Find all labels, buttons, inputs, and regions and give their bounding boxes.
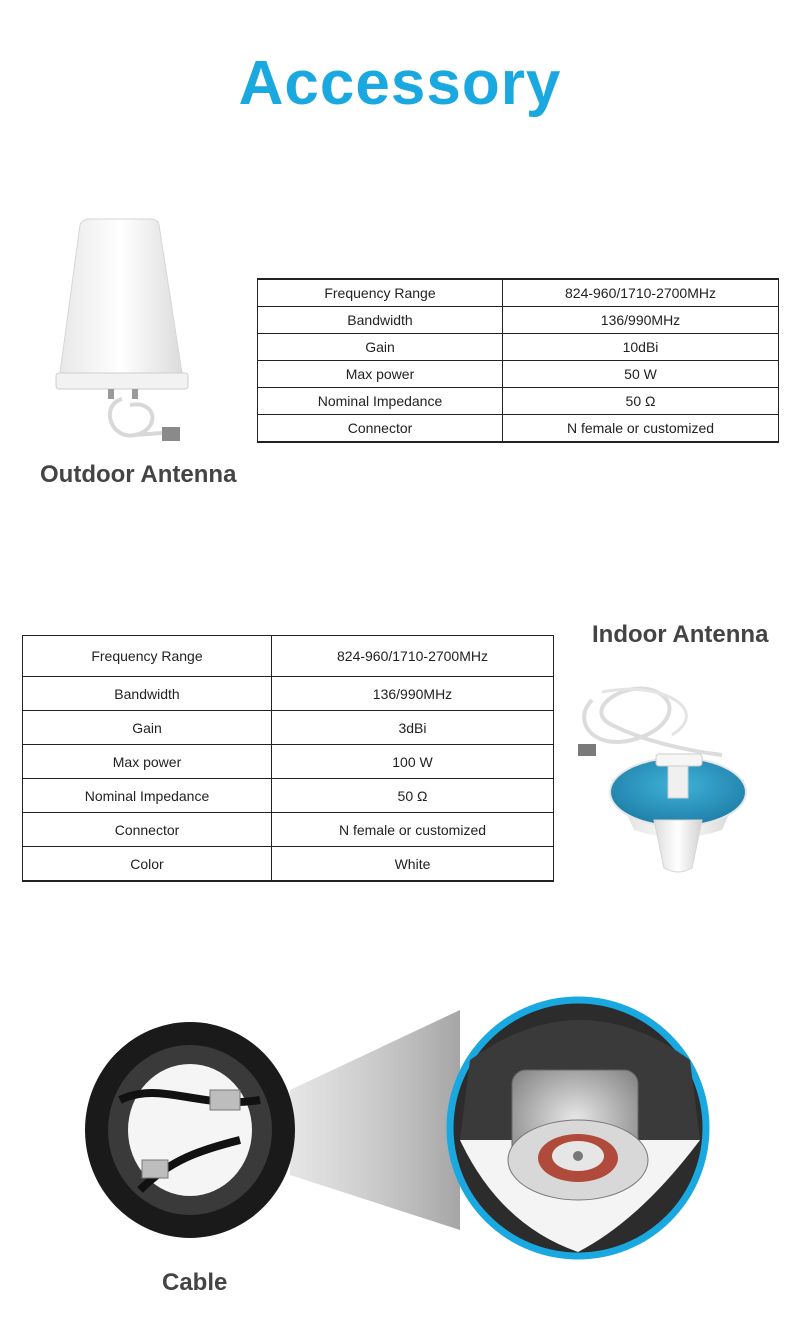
spec-value: N female or customized [503,415,779,443]
page-title: Accessory [238,49,562,118]
spec-label: Gain [258,334,503,361]
table-row [23,677,554,711]
spec-label: Bandwidth [258,307,503,334]
spec-label: Nominal Impedance [23,779,272,813]
spec-label: Connector [23,813,272,847]
spec-value: 10dBi [503,334,779,361]
table-row [258,388,779,415]
spec-label: Max power [258,361,503,388]
spec-value: 136/990MHz [272,677,554,711]
spec-value: 50 Ω [503,388,779,415]
spec-label: Bandwidth [23,677,272,711]
indoor-antenna-image [572,680,784,880]
table-row [258,361,779,388]
table-row [258,415,779,443]
table-row [258,307,779,334]
table-row [23,813,554,847]
outdoor-antenna-image [50,215,195,450]
table-row [23,711,554,745]
table-row [23,847,554,882]
outdoor-spec-table [257,278,779,443]
spec-value: 100 W [272,745,554,779]
spec-label: Nominal Impedance [258,388,503,415]
table-row [23,779,554,813]
indoor-spec-table [22,635,554,882]
table-row [258,279,779,307]
spec-label: Gain [23,711,272,745]
table-row [23,745,554,779]
table-row [23,636,554,677]
spec-label: Frequency Range [258,279,503,307]
spec-value: White [272,847,554,882]
spec-value: 824-960/1710-2700MHz [503,279,779,307]
spec-value: 824-960/1710-2700MHz [272,636,554,677]
spec-value: N female or customized [272,813,554,847]
spec-label: Max power [23,745,272,779]
outdoor-antenna-caption: Outdoor Antenna [40,461,237,488]
spec-value: 50 Ω [272,779,554,813]
cable-image [80,990,770,1265]
cable-caption: Cable [162,1269,228,1296]
spec-value: 3dBi [272,711,554,745]
spec-value: 136/990MHz [503,307,779,334]
spec-value: 50 W [503,361,779,388]
table-row [258,334,779,361]
spec-label: Frequency Range [23,636,272,677]
indoor-antenna-caption: Indoor Antenna [592,621,769,648]
spec-label: Color [23,847,272,882]
spec-label: Connector [258,415,503,443]
